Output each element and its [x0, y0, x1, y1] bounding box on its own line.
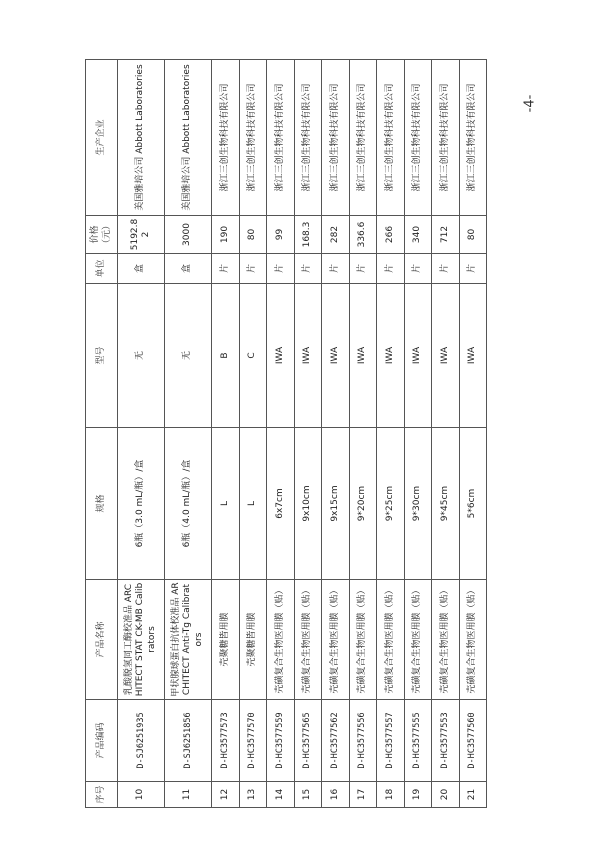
- cell-price: 80: [239, 216, 267, 254]
- cell-price: 3000: [165, 216, 212, 254]
- cell-maker: 浙江三创生物科技有限公司: [349, 60, 377, 216]
- header-seq: 序号: [86, 782, 118, 808]
- table-row: [294, 60, 322, 808]
- cell-seq: 17: [349, 782, 377, 808]
- cell-name: 壳磺复合生物医用膜（贴）: [459, 580, 487, 700]
- cell-spec: 9*30cm: [404, 428, 432, 580]
- header-model: 型号: [86, 284, 118, 428]
- cell-price: 168.3: [294, 216, 322, 254]
- cell-code: D-HC3577570: [239, 700, 267, 782]
- cell-name: 壳磺复合生物医用膜（贴）: [322, 580, 350, 700]
- cell-name: 乳酸脱氢同工酶校准品 ARCHITECT STAT CK-MB Calibrators: [118, 580, 165, 700]
- cell-model: IWA: [349, 284, 377, 428]
- header-name: 产品名称: [86, 580, 118, 700]
- cell-unit: 片: [212, 254, 240, 284]
- header-code: 产品编码: [86, 700, 118, 782]
- cell-model: IWA: [459, 284, 487, 428]
- cell-maker: 浙江三创生物科技有限公司: [404, 60, 432, 216]
- cell-name: 壳聚糖皆用膜: [239, 580, 267, 700]
- product-price-table: [85, 59, 487, 808]
- cell-code: D-HC3577555: [404, 700, 432, 782]
- cell-maker: 浙江三创生物科技有限公司: [322, 60, 350, 216]
- cell-maker: 美国雅培公司 Abbott Laboratories: [118, 60, 165, 216]
- header-maker: 生产企业: [86, 60, 118, 216]
- cell-price: 80: [459, 216, 487, 254]
- cell-price: 190: [212, 216, 240, 254]
- cell-maker: 浙江三创生物科技有限公司: [459, 60, 487, 216]
- cell-seq: 12: [212, 782, 240, 808]
- header-spec: 规格: [86, 428, 118, 580]
- table-row: [165, 60, 212, 808]
- cell-maker: 浙江三创生物科技有限公司: [212, 60, 240, 216]
- cell-code: D-SJ6251856: [165, 700, 212, 782]
- table-row: [267, 60, 295, 808]
- cell-code: D-SJ6251935: [118, 700, 165, 782]
- cell-seq: 15: [294, 782, 322, 808]
- cell-model: IWA: [267, 284, 295, 428]
- cell-code: D-HC3577556: [349, 700, 377, 782]
- cell-spec: 9x15cm: [322, 428, 350, 580]
- cell-price: 266: [377, 216, 405, 254]
- cell-price: 282: [322, 216, 350, 254]
- cell-unit: 片: [377, 254, 405, 284]
- cell-seq: 20: [432, 782, 460, 808]
- table-row: [377, 60, 405, 808]
- cell-code: D-HC3577560: [459, 700, 487, 782]
- table-row: [349, 60, 377, 808]
- cell-unit: 片: [294, 254, 322, 284]
- cell-seq: 11: [165, 782, 212, 808]
- cell-seq: 10: [118, 782, 165, 808]
- cell-maker: 浙江三创生物科技有限公司: [267, 60, 295, 216]
- cell-unit: 片: [432, 254, 460, 284]
- cell-model: IWA: [377, 284, 405, 428]
- cell-spec: 6瓶（3.0 mL/瓶）/盒: [118, 428, 165, 580]
- cell-name: 甲状腺球蛋白抗体校准品 ARCHITECT Anti-Tg Calibrators: [165, 580, 212, 700]
- header-price: 价格（元）: [86, 216, 118, 254]
- table-row: [459, 60, 487, 808]
- cell-model: B: [212, 284, 240, 428]
- cell-maker: 浙江三创生物科技有限公司: [377, 60, 405, 216]
- cell-model: 无: [165, 284, 212, 428]
- cell-name: 壳磺复合生物医用膜（贴）: [404, 580, 432, 700]
- cell-maker: 美国雅培公司 Abbott Laboratories: [165, 60, 212, 216]
- cell-unit: 片: [239, 254, 267, 284]
- table-row: [212, 60, 240, 808]
- cell-price: 712: [432, 216, 460, 254]
- cell-model: IWA: [432, 284, 460, 428]
- cell-code: D-HC3577565: [294, 700, 322, 782]
- table-row: [239, 60, 267, 808]
- cell-unit: 盒: [118, 254, 165, 284]
- cell-name: 壳磺复合生物医用膜（贴）: [349, 580, 377, 700]
- cell-model: 无: [118, 284, 165, 428]
- header-unit: 单位: [86, 254, 118, 284]
- cell-maker: 浙江三创生物科技有限公司: [239, 60, 267, 216]
- table-row: [322, 60, 350, 808]
- cell-unit: 片: [267, 254, 295, 284]
- cell-price: 340: [404, 216, 432, 254]
- cell-seq: 21: [459, 782, 487, 808]
- cell-maker: 浙江三创生物科技有限公司: [294, 60, 322, 216]
- cell-unit: 片: [322, 254, 350, 284]
- cell-maker: 浙江三创生物科技有限公司: [432, 60, 460, 216]
- page-number: -4-: [522, 94, 538, 113]
- cell-seq: 18: [377, 782, 405, 808]
- cell-unit: 片: [459, 254, 487, 284]
- cell-seq: 13: [239, 782, 267, 808]
- cell-unit: 片: [349, 254, 377, 284]
- cell-spec: L: [212, 428, 240, 580]
- cell-spec: 9x10cm: [294, 428, 322, 580]
- cell-spec: L: [239, 428, 267, 580]
- cell-spec: 9*45cm: [432, 428, 460, 580]
- cell-seq: 16: [322, 782, 350, 808]
- cell-name: 壳磺复合生物医用膜（贴）: [432, 580, 460, 700]
- cell-spec: 6瓶（4.0 mL/瓶）/盒: [165, 428, 212, 580]
- cell-spec: 6x7cm: [267, 428, 295, 580]
- cell-price: 336.6: [349, 216, 377, 254]
- cell-name: 壳磺复合生物医用膜（贴）: [294, 580, 322, 700]
- table-header-row: [86, 60, 118, 808]
- cell-spec: 9*20cm: [349, 428, 377, 580]
- cell-unit: 盒: [165, 254, 212, 284]
- cell-seq: 14: [267, 782, 295, 808]
- cell-model: IWA: [404, 284, 432, 428]
- table-row: [432, 60, 460, 808]
- cell-model: C: [239, 284, 267, 428]
- cell-price: 99: [267, 216, 295, 254]
- cell-name: 壳磺复合生物医用膜（贴）: [377, 580, 405, 700]
- cell-name: 壳磺复合生物医用膜（贴）: [267, 580, 295, 700]
- cell-code: D-HC3577573: [212, 700, 240, 782]
- rotated-table-container: [85, 60, 478, 808]
- cell-model: IWA: [294, 284, 322, 428]
- cell-unit: 片: [404, 254, 432, 284]
- cell-model: IWA: [322, 284, 350, 428]
- cell-spec: 9*25cm: [377, 428, 405, 580]
- table-row: [404, 60, 432, 808]
- table-row: [118, 60, 165, 808]
- cell-price: 5192.82: [118, 216, 165, 254]
- cell-code: D-HC3577562: [322, 700, 350, 782]
- cell-code: D-HC3577553: [432, 700, 460, 782]
- cell-code: D-HC3577559: [267, 700, 295, 782]
- cell-code: D-HC3577557: [377, 700, 405, 782]
- cell-seq: 19: [404, 782, 432, 808]
- cell-spec: 5*6cm: [459, 428, 487, 580]
- cell-name: 壳聚糖皆用膜: [212, 580, 240, 700]
